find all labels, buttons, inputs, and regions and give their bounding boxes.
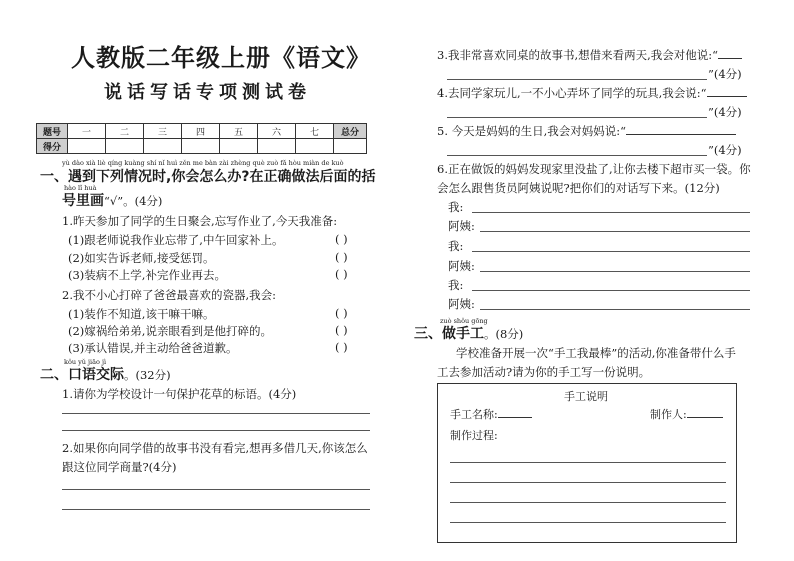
score-cell[interactable] [68,139,106,154]
section3-heading [414,323,523,343]
section3-text-line2: 工去参加活动?请为你的手工写一份说明。 [437,365,651,379]
craft-box-title: 手工说明 [564,390,608,403]
section1-heading2 [62,190,162,210]
s2-q2-text-line2: 跟这位同学商量?(4分) [62,460,177,474]
page-subtitle: 说话写话专项测试卷 [104,82,311,103]
section3-pinyin: zuò shǒu gōng [440,317,488,325]
score-cell[interactable] [334,139,367,154]
section1-score: 。(4分) [123,194,163,208]
section2-pinyin: kǒu yǔ jiāo jì [64,358,107,366]
q3-prompt: 3.我非常喜欢同桌的故事书,想借来看两天,我会对他说:“ [437,48,719,62]
section3-score: 。(8分) [484,327,524,341]
s2-q1-answer-line-2[interactable] [62,430,370,431]
s1-q2-answer-1[interactable]: ( ) [335,306,348,320]
q6-text-line1: 6.正在做饭的妈妈发现家里没盐了,让你去楼下超市买一袋。你 [437,162,751,176]
q4-text [437,85,747,101]
q4-answer-line[interactable] [447,117,707,118]
dialog-line[interactable] [480,231,750,232]
score-table-col: 三 [144,124,182,139]
score-cell[interactable] [182,139,220,154]
q5-inline-blank[interactable] [626,134,736,135]
s1-q2-answer-3[interactable]: ( ) [335,340,348,354]
q5-prompt: 5. 今天是妈妈的生日,我会对妈妈说:“ [437,124,627,138]
page-title: 人教版二年级上册《语文》 [71,44,371,72]
craft-process-label: 制作过程: [450,429,498,442]
q3-score: ”(4分) [708,67,742,81]
score-table-col: 一 [68,124,106,139]
dialog-label-aunt: 阿姨: [448,297,475,311]
score-table [36,123,367,154]
score-table-col: 四 [182,124,220,139]
dialog-line[interactable] [472,251,750,252]
score-cell[interactable] [144,139,182,154]
q4-score: ”(4分) [708,105,742,119]
s1-q2-answer-2[interactable]: ( ) [335,323,348,337]
section1-heading-text: 遇到下列情况时,你会怎么办?在正确做法后面的括 [68,169,376,185]
dialog-label-aunt: 阿姨: [448,259,475,273]
score-table-col: 六 [258,124,296,139]
craft-name-field [450,406,532,422]
section1-pinyin2: hào lǐ huà [64,184,97,192]
s1-q2-stem: 2.我不小心打碎了爸爸最喜欢的瓷器,我会: [62,288,277,302]
section1-number: 一、 [40,169,68,185]
dialog-label-me: 我: [448,200,464,214]
score-table-total-label: 总分 [334,124,367,139]
s1-q1-answer-3[interactable]: ( ) [335,267,348,281]
craft-maker-input[interactable] [687,417,723,418]
score-table-col: 七 [296,124,334,139]
craft-process-line[interactable] [450,482,726,483]
section1-pinyin: yù dào xià liè qíng kuàng shí nǐ huì zěn me bàn zài zhèng què zuò fǎ hòu miàn de kuò [62,159,344,167]
score-cell[interactable] [296,139,334,154]
s1-q1-option-2: (2)如实告诉老师,接受惩罚。 [68,251,215,265]
q5-score: ”(4分) [708,143,742,157]
s1-q1-answer-2[interactable]: ( ) [335,250,348,264]
craft-name-input[interactable] [498,417,532,418]
score-table-score-row [37,139,367,154]
s2-q2-text-line1: 2.如果你向同学借的故事书没有看完,想再多借几天,你该怎么 [62,441,368,455]
craft-process-line[interactable] [450,522,726,523]
q4-inline-blank[interactable] [707,96,747,97]
section2-score: 。(32分) [124,368,171,382]
s2-q2-answer-line-2[interactable] [62,509,370,510]
s1-q2-option-2: (2)嫁祸给弟弟,说亲眼看到是他打碎的。 [68,324,272,338]
section2-number: 二、 [40,367,68,383]
s2-q2-answer-line-1[interactable] [62,489,370,490]
craft-process-line[interactable] [450,502,726,503]
q4-prompt: 4.去同学家玩儿,一不小心弄坏了同学的玩具,我会说:“ [437,86,707,100]
score-table-row1-label: 题号 [37,124,68,139]
section2-heading [40,364,171,384]
score-table-col: 二 [106,124,144,139]
section1-heading2-text: 号里画 [62,193,104,209]
score-table-col: 五 [220,124,258,139]
s1-q1-answer-1[interactable]: ( ) [335,232,348,246]
section1-heading [40,166,375,186]
dialog-line[interactable] [480,309,750,310]
craft-maker-field [650,406,723,422]
craft-name-label: 手工名称: [450,408,498,421]
dialog-label-aunt: 阿姨: [448,219,475,233]
section2-heading-text: 口语交际 [68,367,124,383]
craft-process-line[interactable] [450,462,726,463]
s1-q2-option-3: (3)承认错误,并主动给爸爸道歉。 [68,341,238,355]
score-cell[interactable] [106,139,144,154]
dialog-line[interactable] [472,290,750,291]
score-table-row2-label: 得分 [37,139,68,154]
dialog-label-me: 我: [448,239,464,253]
section3-heading-text: 做手工 [442,326,484,342]
s2-q1-answer-line-1[interactable] [62,413,370,414]
dialog-line[interactable] [480,271,750,272]
q3-text [437,47,742,63]
craft-description-box [437,383,737,543]
dialog-line[interactable] [472,212,750,213]
q5-answer-line[interactable] [447,155,707,156]
check-mark-symbol: “√” [104,194,124,208]
score-table-header-row [37,124,367,139]
q5-text [437,123,736,139]
craft-maker-label: 制作人: [650,408,687,421]
q6-text-line2: 会怎么跟售货员阿姨说呢?把你们的对话写下来。(12分) [437,181,720,195]
score-cell[interactable] [220,139,258,154]
score-cell[interactable] [258,139,296,154]
dialog-label-me: 我: [448,278,464,292]
s1-q1-option-1: (1)跟老师说我作业忘带了,中午回家补上。 [68,233,284,247]
s2-q1-text: 1.请你为学校设计一句保护花草的标语。(4分) [62,387,297,401]
s1-q1-option-3: (3)装病不上学,补完作业再去。 [68,268,226,282]
q3-answer-line[interactable] [447,79,707,80]
section3-number: 三、 [414,326,442,342]
q3-inline-blank[interactable] [718,58,742,59]
s1-q2-option-1: (1)装作不知道,该干嘛干嘛。 [68,307,215,321]
section3-text-line1: 学校准备开展一次“手工我最棒”的活动,你准备带什么手 [456,346,736,360]
s1-q1-stem: 1.昨天参加了同学的生日聚会,忘写作业了,今天我准备: [62,214,338,228]
